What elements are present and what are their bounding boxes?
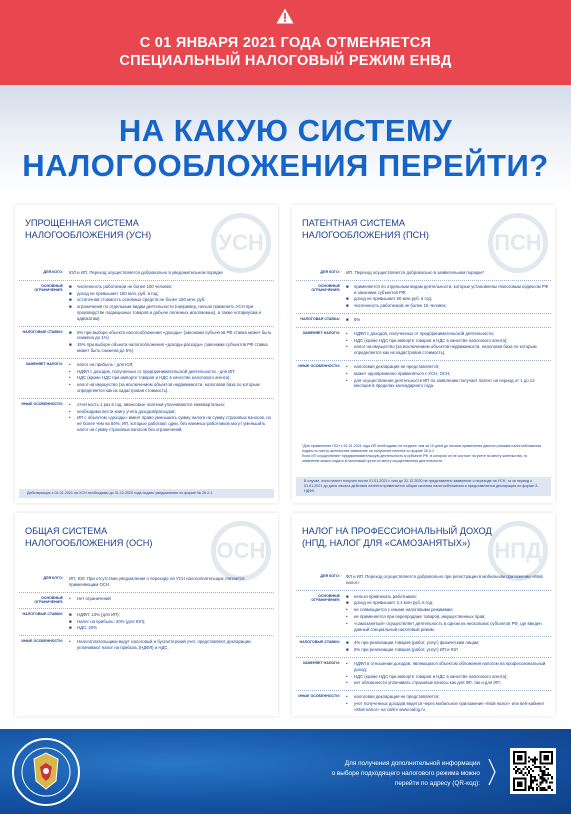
usn-row-items — [69, 284, 274, 323]
npd-row-item — [346, 680, 551, 686]
usn-row-item-text: 15% при выборе объекта налогообложения «доходы-расходы» (законами субъектов РФ ставка может быть снижена до 5%) — [77, 342, 268, 353]
banner-line-1: С 01 ЯНВАРЯ 2021 ГОДА ОТМЕНЯЕТСЯ — [139, 35, 432, 51]
psn-row-item — [346, 296, 551, 302]
usn-row-item — [69, 369, 274, 375]
psn-footer-note: В случае, если патент получен после 01.01.2021 г. или до 31.12.2020 не представлено заявление о переходе на УСН, то за период с 01.01.2021 до даты начала действия патента применяется общая система налогообложения и представляется декларация по форме 3-НДФЛ. — [296, 477, 551, 496]
osn-row-items — [69, 576, 274, 589]
osn-rows — [19, 573, 274, 655]
bullet-icon: ■ — [346, 593, 349, 599]
usn-row — [19, 358, 274, 398]
psn-row-items — [346, 331, 551, 357]
usn-row-item — [69, 409, 274, 415]
osn-row-item-text: НДС: 20% — [77, 625, 98, 631]
psn-row-item-text: применяется по отдельным видам деятельности, которые установлены Налоговым кодексом РФ и законами субъектов РФ; — [354, 283, 549, 295]
usn-rows — [19, 267, 274, 437]
npd-row-item — [346, 701, 551, 713]
bullet-icon: • — [346, 613, 348, 619]
usn-row-item — [69, 342, 274, 354]
usn-row-item-text: 6% при выборе объекта налогообложения «доходы» (законами субъектов РФ ставка может быть снижена до 1%) — [77, 329, 272, 341]
usn-row-item — [69, 284, 274, 290]
psn-row-item-text: 6% — [354, 316, 361, 322]
osn-row-item — [69, 619, 274, 625]
psn-watermark: ПСН — [488, 213, 548, 273]
npd-row-item — [346, 574, 551, 586]
psn-row-items — [346, 364, 551, 390]
npd-row-item — [346, 600, 551, 606]
npd-row-item-text: нет обязанности уплачивать страховые взносы как для ФЛ, так и для ИП; — [354, 680, 501, 686]
osn-row — [19, 608, 274, 635]
npd-row-item — [346, 614, 551, 620]
chevron-right-icon — [487, 757, 497, 787]
osn-row-item-text: Нет ограничений — [77, 595, 111, 601]
usn-row-item — [69, 402, 274, 408]
npd-row-item — [346, 621, 551, 633]
usn-row-item-text: ИП с объектом «доходы» имеет право уменьшить сумму налога на сумму страховых взносов, но не более чем на 50%; ИП, которые работают одни, без наемных работников могут уменьшить налог на сумму страховых взносов без ограничений. — [77, 415, 271, 432]
usn-row-item — [69, 330, 274, 342]
usn-row-item — [69, 382, 274, 394]
bullet-icon: • — [346, 370, 348, 376]
usn-row-label: НАЛОГОВЫЕ СТАВКИ: — [22, 329, 63, 334]
usn-row-item-text: налог на прибыль - для ЮЛ; — [77, 361, 134, 367]
bullet-icon: • — [69, 401, 71, 407]
osn-row-item — [69, 596, 274, 602]
npd-row-label: ОСНОВНЫЕ ОГРАНИЧЕНИЯ: — [311, 593, 340, 603]
top-banner — [0, 0, 571, 85]
npd-row — [296, 571, 551, 590]
npd-row — [296, 657, 551, 690]
osn-row-label: НАЛОГОВЫЕ СТАВКИ: — [22, 611, 63, 616]
npd-row-item-text: не применяется при перепродаже товаров, имущественных прав; — [354, 613, 486, 619]
npd-row — [296, 590, 551, 637]
usn-row-item — [69, 415, 274, 432]
bullet-icon: ■ — [69, 342, 72, 348]
npd-row-label: НАЛОГОВЫЕ СТАВКИ: — [299, 640, 340, 645]
bullet-icon: • — [346, 694, 348, 700]
card-npd — [292, 513, 555, 716]
osn-row-item-text: Налогоплательщики ведут налоговый и бухгалтерский учет, представляют декларации, уплачивают налог на прибыль (НДФЛ) и НДС. — [77, 639, 252, 650]
bullet-icon: ■ — [346, 283, 349, 289]
psn-row-item — [346, 371, 551, 377]
npd-row-items — [346, 640, 551, 654]
bullet-icon: • — [69, 415, 71, 421]
bullet-icon: • — [346, 607, 348, 613]
npd-row — [296, 690, 551, 716]
psn-row-item-text: для осуществления деятельности ИП по заявлению получает патент на период от 1 до 12 месяцев в пределах календарного года. — [354, 377, 535, 389]
bullet-icon: • — [346, 700, 348, 706]
usn-row-items — [69, 270, 274, 277]
qr-code-icon[interactable] — [510, 748, 556, 794]
usn-row — [19, 398, 274, 437]
bullet-icon: • — [69, 408, 71, 414]
osn-row — [19, 573, 274, 592]
psn-row-item-text: налог на имущество (за исключением объектов недвижимости, налоговая база по которым определяется как их кадастровая стоимость). — [354, 344, 537, 356]
usn-title: УПРОЩЕННАЯ СИСТЕМА НАЛОГООБЛОЖЕНИЯ (УСН) — [25, 218, 152, 240]
psn-row-items — [346, 284, 551, 310]
bullet-icon: • — [346, 673, 348, 679]
psn-row — [296, 327, 551, 360]
osn-row-items — [69, 612, 274, 632]
usn-row-item-text: налог на имущество (за исключением объектов недвижимости, налоговая база по которым определяется как их кадастровая стоимость). — [77, 382, 260, 393]
osn-row — [19, 592, 274, 608]
usn-row — [19, 267, 274, 280]
usn-row-items — [69, 362, 274, 395]
npd-row-item-text: НДФЛ в отношении доходов, являющихся объектом обложения налогом на профессиональный доход; — [354, 660, 546, 672]
usn-row-item — [69, 297, 274, 303]
psn-row-item — [346, 378, 551, 390]
page-title — [0, 113, 571, 183]
banner-text — [0, 34, 571, 70]
osn-row-items — [69, 639, 274, 652]
osn-row-item — [69, 612, 274, 618]
npd-watermark: НПД — [488, 521, 548, 581]
card-usn — [15, 205, 278, 503]
psn-rows — [296, 267, 551, 393]
bullet-icon: • — [69, 361, 71, 367]
psn-row-label: ДЛЯ КОГО: — [320, 270, 340, 274]
npd-row-item-text: налоговая декларация не представляется; — [354, 694, 440, 700]
osn-row-label: ИНЫЕ ОСОБЕННОСТИ: — [21, 639, 63, 644]
osn-row-items — [69, 596, 274, 605]
npd-row-item-text: нельзя привлекать работников; — [354, 593, 417, 599]
npd-rows — [296, 571, 551, 717]
osn-row-item — [69, 576, 274, 588]
warning-triangle-icon — [276, 8, 294, 24]
npd-row-items — [346, 594, 551, 634]
psn-row-item — [346, 270, 551, 276]
psn-row — [296, 360, 551, 393]
osn-watermark: ОСН — [211, 521, 271, 581]
usn-row-label: ДЛЯ КОГО: — [43, 270, 63, 274]
usn-row-item — [69, 375, 274, 381]
usn-row-label: ЗАМЕНЯЕТ НАЛОГИ: — [25, 361, 63, 366]
usn-row-label: ИНЫЕ ОСОБЕННОСТИ: — [21, 401, 63, 406]
npd-row-item — [346, 694, 551, 700]
npd-row-item-text: ФЛ и ИП. Переход осуществляется добровольно при регистрации в мобильном приложении «Мой налог» — [346, 574, 543, 585]
psn-row-item-text: ИП. Переход осуществляется добровольно в заявительном порядке* — [346, 270, 485, 275]
psn-row-item — [346, 303, 551, 309]
bullet-icon: ■ — [69, 283, 72, 289]
bullet-icon: ■ — [69, 304, 72, 310]
bullet-icon: • — [346, 344, 348, 350]
osn-title: ОБЩАЯ СИСТЕМА НАЛОГООБЛОЖЕНИЯ (ОСН) — [25, 526, 153, 548]
bullet-icon: • — [346, 363, 348, 369]
bullet-icon: • — [69, 595, 71, 601]
npd-row-item-text: НДС (кроме НДС при импорте товаров и НДС в качестве налогового агента); — [354, 673, 508, 679]
npd-row-item-text: 6% при реализации товаров (работ, услуг) ИП и ЮЛ — [354, 647, 458, 653]
psn-row-item-text: доход не превышает 60 млн.руб. в год; — [354, 296, 432, 302]
npd-row-items — [346, 574, 551, 587]
banner-line-2: СПЕЦИАЛЬНЫЙ НАЛОГОВЫЙ РЕЖИМ ЕНВД — [119, 53, 452, 69]
osn-row — [19, 635, 274, 655]
npd-title: НАЛОГ НА ПРОФЕССИОНАЛЬНЫЙ ДОХОД (НПД, НАЛОГ ДЛЯ «САМОЗАНЯТЫХ») — [302, 526, 492, 548]
psn-row-item — [346, 317, 551, 323]
bullet-icon: ■ — [346, 316, 349, 322]
osn-row-item-text: НДФЛ: 13% (для ИП); — [77, 611, 120, 617]
bullet-icon: ■ — [346, 296, 349, 302]
usn-watermark: УСН — [211, 213, 271, 273]
page-title-line-1: НА КАКУЮ СИСТЕМУ — [118, 113, 453, 148]
osn-row-item — [69, 639, 274, 651]
bullet-icon: • — [346, 337, 348, 343]
psn-row-item-text: может одновременно применяться с УСН, ОСН; — [354, 370, 451, 376]
usn-row-item — [69, 362, 274, 368]
npd-row-item-text: 4% при реализации товаров (работ, услуг) физическим лицам; — [354, 640, 480, 646]
psn-asterisk-note: *Для применения ПСН с 01.01.2021 года ИП необходимо не позднее чем за 10 дней до начала применения данного режима налогообложения подать по месту жительства заявление на получение патента по форме 26.5-1 Если ИП осуществляет предпринимательскую деятельность в субъекте РФ, в котором он не состоит на учете по месту жительства, то заявление можно подать в налоговый орган по месту осуществления деятельности. — [302, 444, 542, 463]
osn-row-label: ДЛЯ КОГО: — [43, 576, 63, 580]
usn-row — [19, 326, 274, 358]
osn-row-item-text: ИП, ЮЛ. При отсутствии уведомления о переходе на УСН налогоплательщик считается применяющим ОСН. — [69, 576, 245, 587]
psn-row-item — [346, 331, 551, 337]
npd-row-item-text: учет полученных доходов ведется через мобильное приложение «Мой налог» или веб-кабинет «Мой налог» на сайте www.nalog.ru — [354, 700, 545, 712]
psn-row-item-text: налоговая декларация не представляется; — [354, 363, 440, 369]
bullet-icon: • — [346, 660, 348, 666]
usn-row-item-text: НДС (кроме НДС при импорте товаров и НДС в качестве налогового агента); — [77, 375, 231, 381]
psn-row-label: ИНЫЕ ОСОБЕННОСТИ: — [298, 363, 340, 368]
bullet-icon: ■ — [69, 297, 72, 303]
usn-row-item-text: ЮЛ и ИП. Переход осуществляется добровольно в уведомительном порядке — [69, 270, 223, 275]
psn-row-item-text: численность работников не более 15 человек. — [354, 303, 447, 309]
osn-row-item — [69, 625, 274, 631]
psn-row-item — [346, 338, 551, 344]
bullet-icon: • — [346, 680, 348, 686]
npd-row-label: ИНЫЕ ОСОБЕННОСТИ: — [298, 694, 340, 699]
usn-row-item-text: отчетность 1 раз в год, авансовые платежи уплачиваются ежеквартально; — [77, 401, 226, 407]
bullet-icon: ■ — [69, 329, 72, 335]
usn-row — [19, 280, 274, 326]
npd-row-items — [346, 694, 551, 713]
bullet-icon: • — [69, 382, 71, 388]
footer — [0, 729, 571, 814]
usn-footer-note: Действующих с 01.01.2021 на УСН необходимо до 31.12.2020 года подать уведомление по форме № 26.2-1 — [19, 489, 274, 498]
bullet-icon: • — [69, 639, 71, 645]
usn-row-item — [69, 304, 274, 321]
usn-row-label: ОСНОВНЫЕ ОГРАНИЧЕНИЯ: — [34, 283, 63, 293]
fns-emblem-icon — [10, 737, 82, 807]
psn-row-label: ОСНОВНЫЕ ОГРАНИЧЕНИЯ: — [311, 283, 340, 293]
npd-row — [296, 636, 551, 657]
bullet-icon: • — [346, 620, 348, 626]
npd-row-item — [346, 661, 551, 673]
psn-row — [296, 267, 551, 280]
usn-row-item-text: доход не превышает 150 млн. руб. в год; — [77, 290, 159, 296]
psn-row-item-text: НДФЛ с доходов, полученных от предпринимательской деятельности; — [354, 330, 494, 336]
bullet-icon: ■ — [346, 640, 349, 646]
usn-row-item-text: остаточная стоимость основных средств не более 150 млн. руб; — [77, 297, 206, 303]
psn-row — [296, 280, 551, 313]
npd-row-item-text: доход не превышает 2,4 млн руб. в год; — [354, 600, 434, 606]
card-psn — [292, 205, 555, 503]
npd-row-item — [346, 674, 551, 680]
usn-row-item — [69, 270, 274, 276]
psn-row-items — [346, 270, 551, 277]
usn-row-items — [69, 402, 274, 434]
npd-row-label: ЗАМЕНЯЕТ НАЛОГИ: — [302, 660, 340, 665]
bullet-icon: • — [346, 330, 348, 336]
usn-row-item-text: численность работников не более 100 человек; — [77, 283, 173, 289]
usn-row-items — [69, 330, 274, 355]
bullet-icon: ■ — [346, 647, 349, 653]
page-title-line-2: НАЛОГООБЛОЖЕНИЯ ПЕРЕЙТИ? — [22, 148, 549, 183]
psn-title: ПАТЕНТНАЯ СИСТЕМА НАЛОГООБЛОЖЕНИЯ (ПСН) — [302, 218, 429, 240]
usn-row-item — [69, 291, 274, 297]
bullet-icon: ■ — [69, 625, 72, 631]
bullet-icon: • — [346, 377, 348, 383]
osn-row-item-text: Налог на прибыль: 20% (для ЮЛ); — [77, 618, 146, 624]
psn-row-items — [346, 317, 551, 324]
bullet-icon: ■ — [69, 290, 72, 296]
npd-row-item — [346, 640, 551, 646]
npd-row-item — [346, 607, 551, 613]
bullet-icon: ■ — [69, 618, 72, 624]
npd-row-items — [346, 661, 551, 687]
usn-row-item-text: ограничения по отдельным видам деятельности (например, нельзя применять УСН при производстве подакцизных товаров и добыче полезных ископаемых), а также нотариусам и адвокатам). — [77, 304, 261, 321]
footer-text: Для получения дополнительной информации о выборе подходящего налогового режима можно перейти по адресу (QR-код): — [331, 760, 480, 787]
bullet-icon: ■ — [346, 600, 349, 606]
usn-row-item-text: необходимо вести книгу учета доходов/расходов; — [77, 408, 176, 414]
npd-row-item — [346, 594, 551, 600]
npd-row-item-text: «самозанятый» осуществляет деятельность в одном из нескольких субъектов РФ, где введен данный специальный налоговый режим. — [354, 620, 542, 632]
psn-row-label: ЗАМЕНЯЕТ НАЛОГИ: — [302, 330, 340, 335]
psn-row-label: НАЛОГОВАЯ СТАВКА: — [300, 316, 340, 321]
osn-row-label: ОСНОВНЫЕ ОГРАНИЧЕНИЯ: — [34, 595, 63, 605]
psn-row-item-text: НДС (кроме НДС при импорте товаров и НДС в качестве налогового агента); — [354, 337, 508, 343]
psn-row-item — [346, 364, 551, 370]
psn-row-item — [346, 284, 551, 296]
bullet-icon: • — [69, 375, 71, 381]
npd-row-item — [346, 647, 551, 653]
npd-row-item-text: не совмещается с иными налоговыми режимами; — [354, 607, 454, 613]
usn-row-item-text: НДФЛ с доходов, полученных от предпринимательской деятельности - для ИП; — [77, 368, 236, 374]
bullet-icon: ■ — [69, 611, 72, 617]
psn-row — [296, 313, 551, 327]
npd-row-label: ДЛЯ КОГО: — [320, 574, 340, 578]
psn-row-item — [346, 344, 551, 356]
bullet-icon: ■ — [346, 303, 349, 309]
bullet-icon: • — [69, 368, 71, 374]
card-osn — [15, 513, 278, 716]
